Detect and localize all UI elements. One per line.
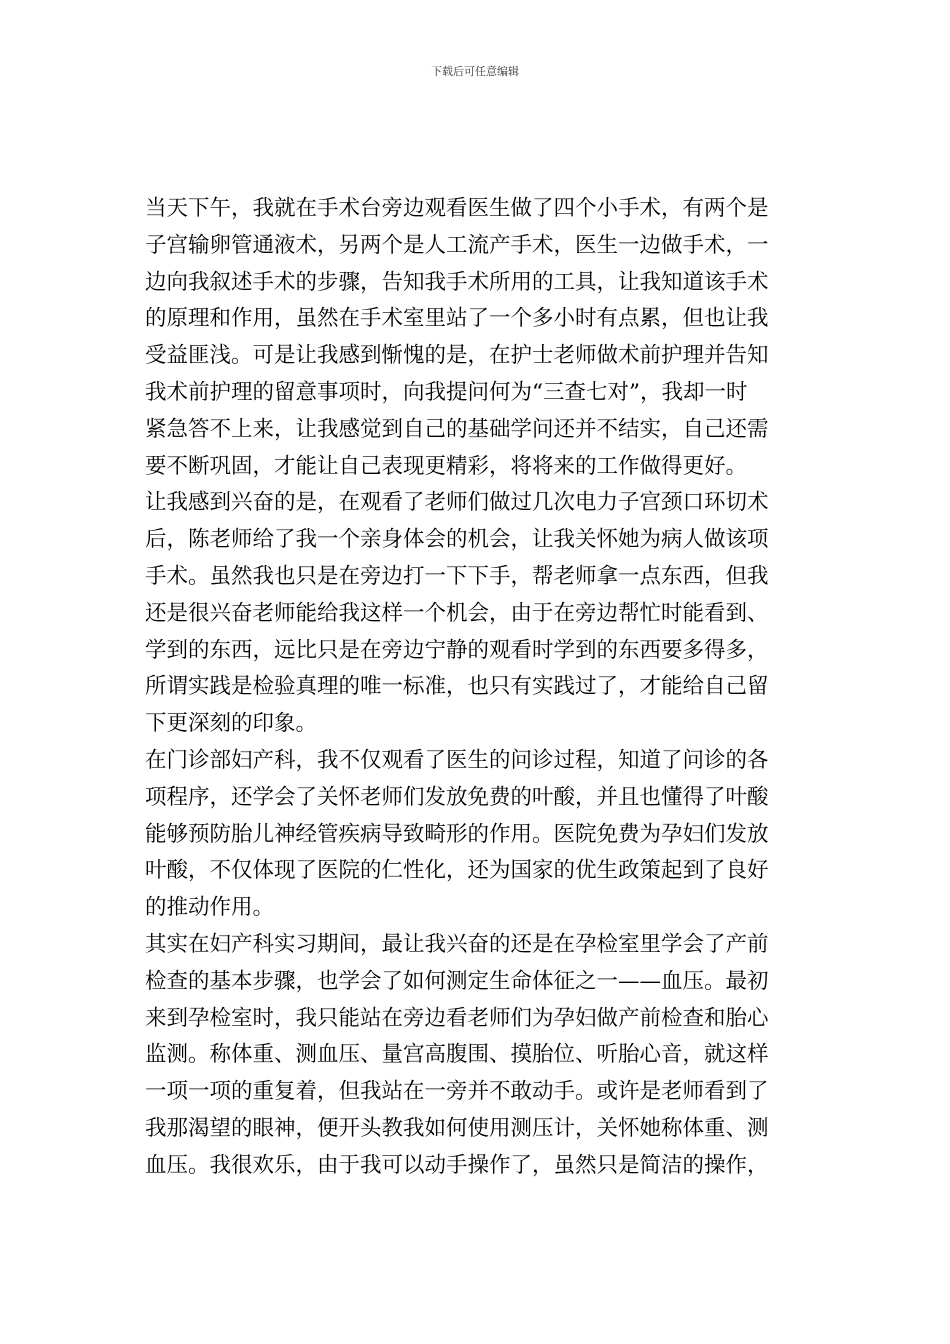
text-line: 下更深刻的印象。 (145, 711, 318, 737)
text-line: 紧急答不上来，让我感觉到自己的基础学问还并不结实，自己还需 (145, 416, 769, 442)
text-line: 所谓实践是检验真理的唯一标准，也只有实践过了，才能给自己留 (145, 674, 769, 700)
text-line: 我术前护理的留意事项时，向我提问何为“三查七对”，我却一时 (145, 379, 748, 405)
text-line: 血压。我很欢乐，由于我可以动手操作了，虽然只是简洁的操作， (145, 1152, 769, 1178)
text-line: 监测。称体重、测血压、量宫高腹围、摸胎位、听胎心音，就这样 (145, 1042, 769, 1068)
text-line: 让我感到兴奋的是，在观看了老师们做过几次电力子宫颈口环切术 (145, 490, 769, 516)
text-line: 其实在妇产科实习期间，最让我兴奋的还是在孕检室里学会了产前 (145, 931, 769, 957)
text-line: 的原理和作用，虽然在手术室里站了一个多小时有点累，但也让我 (145, 306, 769, 332)
text-line: 还是很兴奋老师能给我这样一个机会，由于在旁边帮忙时能看到、 (145, 600, 769, 626)
text-line: 后，陈老师给了我一个亲身体会的机会，让我关怀她为病人做该项 (145, 527, 769, 553)
text-line: 来到孕检室时，我只能站在旁边看老师们为孕妇做产前检查和胎心 (145, 1005, 769, 1031)
document-body (145, 191, 807, 1185)
text-line: 边向我叙述手术的步骤，告知我手术所用的工具，让我知道该手术 (145, 269, 769, 295)
text-line: 当天下午，我就在手术台旁边观看医生做了四个小手术，有两个是 (145, 196, 769, 221)
text-line: 子宫输卵管通液术，另两个是人工流产手术，医生一边做手术，一 (145, 232, 769, 258)
text-line: 在门诊部妇产科，我不仅观看了医生的问诊过程，知道了问诊的各 (145, 747, 769, 773)
text-line: 一项一项的重复着，但我站在一旁并不敢动手。或许是老师看到了 (145, 1079, 769, 1105)
text-line: 手术。虽然我也只是在旁边打一下下手，帮老师拿一点东西，但我 (145, 563, 769, 589)
text-line: 项程序，还学会了关怀老师们发放免费的叶酸，并且也懂得了叶酸 (145, 784, 769, 810)
text-line: 叶酸，不仅体现了医院的仁性化，还为国家的优生政策起到了良好 (145, 858, 769, 884)
text-line: 检查的基本步骤，也学会了如何测定生命体征之一——血压。最初 (145, 968, 769, 994)
text-line: 的推动作用。 (145, 895, 275, 921)
text-line: 学到的东西，远比只是在旁边宁静的观看时学到的东西要多得多， (145, 637, 769, 663)
text-line: 受益匪浅。可是让我感到惭愧的是，在护士老师做术前护理并告知 (145, 343, 769, 369)
text-line: 要不断巩固，才能让自己表现更精彩，将将来的工作做得更好。 (145, 453, 748, 479)
text-line: 能够预防胎儿神经管疾病导致畸形的作用。医院免费为孕妇们发放 (145, 821, 769, 847)
page-header: 下载后可任意编辑 (431, 65, 519, 78)
text-line: 我那渴望的眼神，便开头教我如何使用测压计，关怀她称体重、测 (145, 1115, 769, 1141)
